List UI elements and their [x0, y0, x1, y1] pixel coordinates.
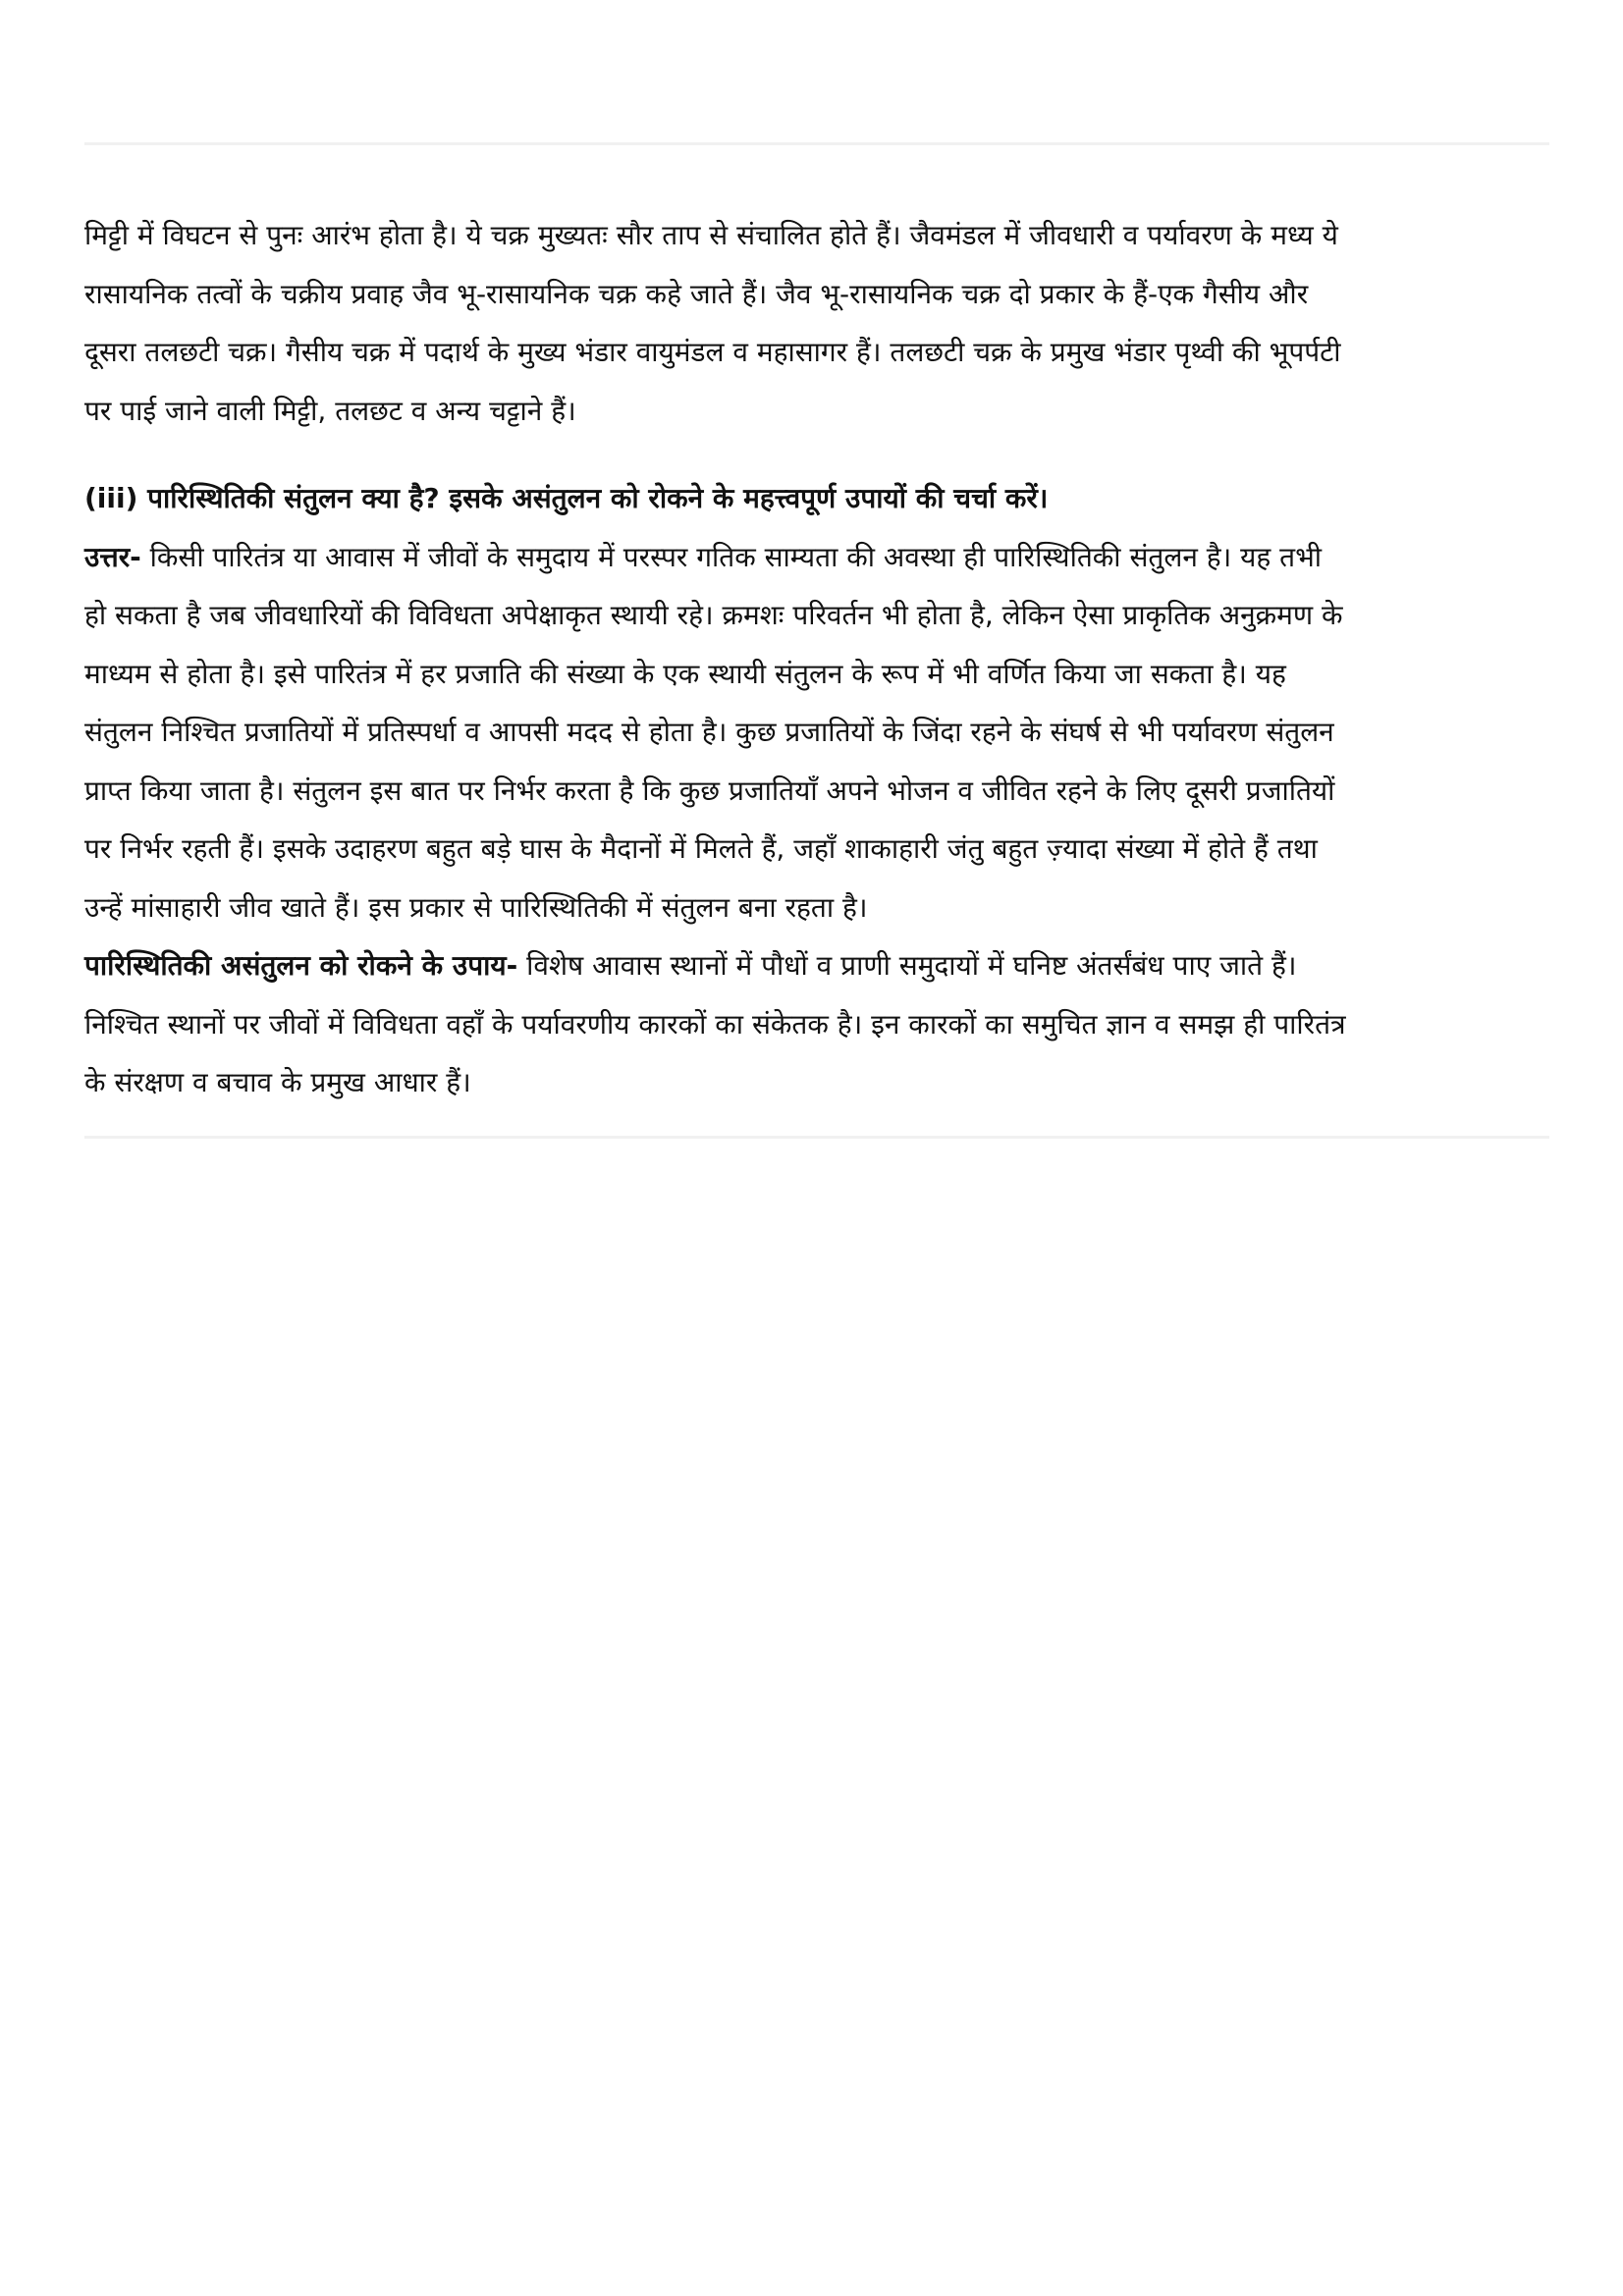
text-line: दूसरा तलछटी चक्र। गैसीय चक्र में पदार्थ के मुख्य भंडार वायुमंडल व महासागर हैं। तलछटी चक्र के प्रमुख भंडार पृथ्वी की भूपर्पटी: [84, 336, 1341, 368]
text-line: पर पाई जाने वाली मिट्टी, तलछट व अन्य चट्टाने हैं।: [84, 394, 576, 427]
text-line: [84, 936, 1557, 995]
text-line: हो सकता है जब जीवधारियों की विविधता अपेक्षाकृत स्थायी रहे। क्रमशः परिवर्तन भी होता है, लेकिन ऐसा प्राकृतिक अनुक्रमण के: [84, 599, 1343, 631]
text-line: निश्चित स्थानों पर जीवों में विविधता वहाँ के पर्यावरणीय कारकों का संकेतक है। इन कारकों का समुचित ज्ञान व समझ ही पारितंत्र: [84, 1007, 1346, 1041]
bottom-divider: [84, 1136, 1549, 1139]
text-line: संतुलन निश्चित प्रजातियों में प्रतिस्पर्धा व आपसी मदद से होता है। कुछ प्रजातियों के जिंदा रहने के संघर्ष से भी पर्यावरण संतुलन: [84, 716, 1334, 748]
question-heading: (iii) पारिस्थितिकी संतुलन क्या है? इसके असंतुलन को रोकने के महत्त्वपूर्ण उपायों की चर्चा करें।: [84, 482, 1049, 514]
text-line: के संरक्षण व बचाव के प्रमुख आधार हैं।: [84, 1066, 471, 1098]
answer-label: उत्तर-: [84, 540, 141, 573]
text-line: उन्हें मांसाहारी जीव खाते हैं। इस प्रकार से पारिस्थितिकी में संतुलन बना रहता है।: [84, 890, 868, 924]
answer-text: किसी पारितंत्र या आवास में जीवों के समुदाय में परस्पर गतिक साम्यता की अवस्था ही पारिस्थितिकी संतुलन है। यह तभी: [140, 540, 1323, 573]
top-divider: [84, 142, 1549, 145]
measures-text: विशेष आवास स्थानों में पौधों व प्राणी समुदायों में घनिष्ट अंतर्संबंध पाए जाते हैं।: [517, 949, 1297, 982]
text-line: [84, 528, 1557, 587]
text-line: मिट्टी में विघटन से पुनः आरंभ होता है। ये चक्र मुख्यतः सौर ताप से संचालित होते हैं। जैवमंडल में जीवधारी व पर्यावरण के मध्य ये: [84, 219, 1338, 251]
measures-paragraph: [84, 936, 1557, 1112]
document-body: [84, 206, 1557, 1112]
measures-label: पारिस्थितिकी असंतुलन को रोकने के उपाय-: [84, 949, 518, 982]
text-line: प्राप्त किया जाता है। संतुलन इस बात पर निर्भर करता है कि कुछ प्रजातियाँ अपने भोजन व जीवित रहने के लिए दूसरी प्रजातियों: [84, 774, 1335, 807]
text-line: माध्यम से होता है। इसे पारितंत्र में हर प्रजाति की संख्या के एक स्थायी संतुलन के रूप में भी वर्णित किया जा सकता है। यह: [84, 657, 1286, 690]
text-line: पर निर्भर रहती हैं। इसके उदाहरण बहुत बड़े घास के मैदानों में मिलते हैं, जहाँ शाकाहारी जंतु बहुत ज़्यादा संख्या में होते हैं तथा: [84, 832, 1318, 865]
intro-paragraph: [84, 206, 1557, 440]
text-line: रासायनिक तत्वों के चक्रीय प्रवाह जैव भू-रासायनिक चक्र कहे जाते हैं। जैव भू-रासायनिक चक्र दो प्रकार के हैं-एक गैसीय और: [84, 277, 1309, 310]
answer-paragraph: [84, 528, 1557, 937]
